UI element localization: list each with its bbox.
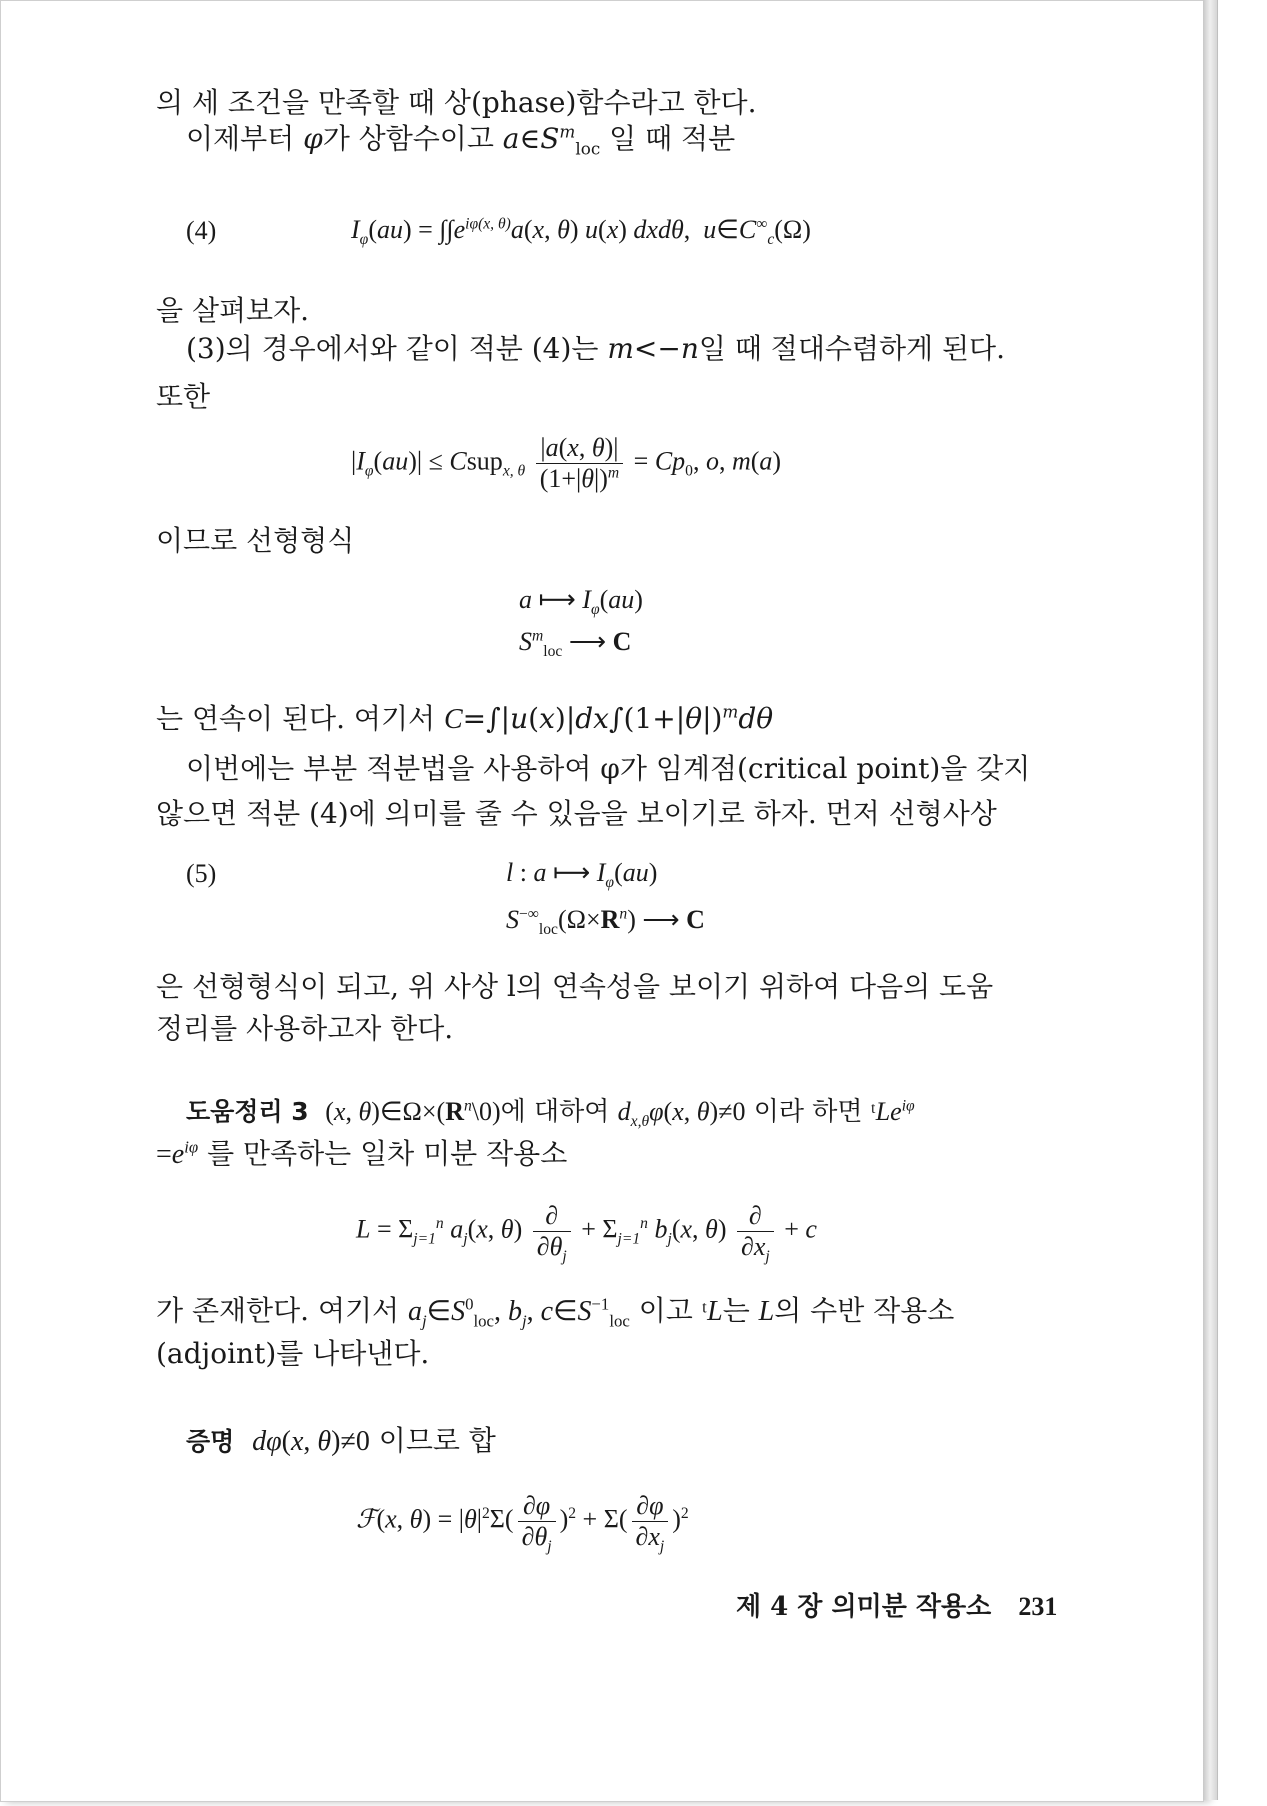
text-line-2-part-a: 이제부터 (186, 122, 304, 155)
text-line-14: 가 존재한다. 여기서 $a_j\in S^0_{loc}$, $b_j$, $c\in S^{-1}_{loc}$ 이고 ᵗL는 L의 수반 작용소 (156, 1294, 955, 1331)
text-line-3 (156, 293, 309, 329)
text-line-12-part-c: 이라 하면 (753, 1097, 871, 1127)
footer-page-number: 231 (1018, 1592, 1058, 1621)
mapping-line-1: a ⟼ $I_\varphi(au)$ (519, 585, 643, 619)
text-line-6-content: 이므로 선형형식 (156, 524, 355, 557)
text-line-1-content: 의 세 조건을 만족할 때 상(phase)함수라고 한다. (156, 86, 757, 119)
text-line-2-part-c: 일 때 적분 (600, 122, 736, 155)
text-line-10-content: 은 선형형식이 되고, 위 사상 l의 연속성을 보이기 위하여 다음의 도움 (156, 970, 994, 1003)
text-line-7: 는 연속이 된다. 여기서 $C=\int|u(x)|dx\int(1+|\theta|)^md\theta$ (156, 701, 774, 735)
text-line-5-content: 또한 (156, 380, 211, 413)
equation-5-line-1: l : a ⟼ $I_\varphi(au)$ (506, 858, 658, 892)
text-line-7-part-a: 는 연속이 된다. 여기서 (156, 702, 444, 735)
text-line-13-part-b: 를 만족하는 일차 미분 작용소 (207, 1137, 568, 1170)
text-line-8-content: 이번에는 부분 적분법을 사용하여 φ가 임계점(critical point)을 갖지 (186, 752, 1031, 785)
equation-L: $L = \Sigma_{j=1}^n$ $a_j(x$, θ) $\frac{\partial}{\partial\theta_j}$ + $\Sigma_{j=1}^n$ $b_j(x$, θ) $\frac{\partial}{\partial x_j}$ + c (356, 1201, 817, 1266)
text-line-4-part-a: (3)의 경우에서와 같이 적분 (4)는 (186, 332, 608, 365)
mapping-line-2: $S^m_{loc}$ ⟶ C (519, 627, 632, 661)
text-line-2: 이제부터 φ가 상함수이고 $a\in S^m_{loc}$ 일 때 적분 (186, 121, 736, 159)
text-line-8 (186, 751, 1030, 787)
text-line-13: $=e^{i\varphi}$ 를 만족하는 일차 미분 작용소 (156, 1137, 568, 1170)
equation-4-number: (4) (186, 216, 217, 245)
text-line-14-part-a: 가 존재한다. 여기서 (156, 1294, 408, 1327)
math-phi: φ (303, 122, 323, 155)
math-a-in-S: a (502, 122, 520, 155)
text-line-1 (156, 85, 757, 121)
text-line-2-part-b: 가 상함수이고 (322, 122, 503, 155)
text-line-16-part-b: 이므로 합 (378, 1424, 496, 1457)
text-line-11-content: 정리를 사용하고자 한다. (156, 1012, 454, 1045)
text-line-14-part-d: 의 수반 작용소 (774, 1294, 955, 1327)
footer-chapter: 제 4 장 의미분 작용소 (736, 1592, 992, 1622)
text-line-16: 증명 dφ(x, θ)≠0 이므로 합 (186, 1424, 496, 1457)
text-line-14-part-b: 이고 (638, 1294, 702, 1327)
text-line-3-content: 을 살펴보자. (156, 294, 310, 327)
text-line-15 (156, 1336, 429, 1372)
equation-F: ℱ(x, $\theta) = |\theta|^2\Sigma$( $\frac{\partial\varphi}{\partial\theta_j}$ )$^2$ + Σ( $\frac{\partial\varphi}{\partial x_j}$ )$^2$ (356, 1491, 689, 1556)
equation-bound: $|I_\varphi(au)|$ ≤ Csup$_{x, \theta}$ $\frac{|a(x, \theta)|}{(1+|\theta|)^m}$ = $Cp_0$, o, m(a) (351, 433, 782, 493)
text-line-5 (156, 379, 210, 415)
text-line-6 (156, 523, 354, 559)
text-line-10 (156, 969, 993, 1005)
text-line-4-part-b: 일 때 절대수렴하게 된다. (698, 332, 1005, 365)
equation-5-number: (5) (186, 859, 217, 888)
text-line-9-content: 않으면 적분 (4)에 의미를 줄 수 있음을 보이기로 하자. 먼저 선형사상 (156, 797, 997, 830)
equation-4: $I_\varphi(au) = \int\int e^{i\varphi(x, \theta)}a(x$, θ) u(x) dxdθ, $u\in C^\infty_c(\Omega)$ (351, 215, 811, 249)
footer (736, 1586, 1057, 1623)
lemma-label: 도움정리 3 (186, 1097, 309, 1126)
page-edge (1203, 0, 1218, 1800)
text-line-4: (3)의 경우에서와 같이 적분 (4)는 m<−n일 때 절대수렴하게 된다. (186, 332, 1005, 365)
text-line-12-part-b: 에 대하여 (500, 1097, 618, 1127)
text-line-15-content: (adjoint)를 나타낸다. (156, 1337, 430, 1370)
proof-label: 증명 (186, 1427, 235, 1456)
text-line-14-part-c: 는 (722, 1294, 759, 1327)
text-line-9 (156, 796, 997, 832)
text-line-11 (156, 1011, 453, 1047)
equation-5-line-2: $S^{-\infty}_{loc}(\Omega\times R^n)$ ⟶ C (506, 905, 705, 939)
text-line-12: 도움정리 3 (x, $\theta)\in\Omega\times(R^n\backslash 0)$에 대하여 $d_{x,\theta}\varphi(x$, θ)≠0 이라 하면 ᵗLe$^{i\varphi}$ (186, 1097, 915, 1131)
